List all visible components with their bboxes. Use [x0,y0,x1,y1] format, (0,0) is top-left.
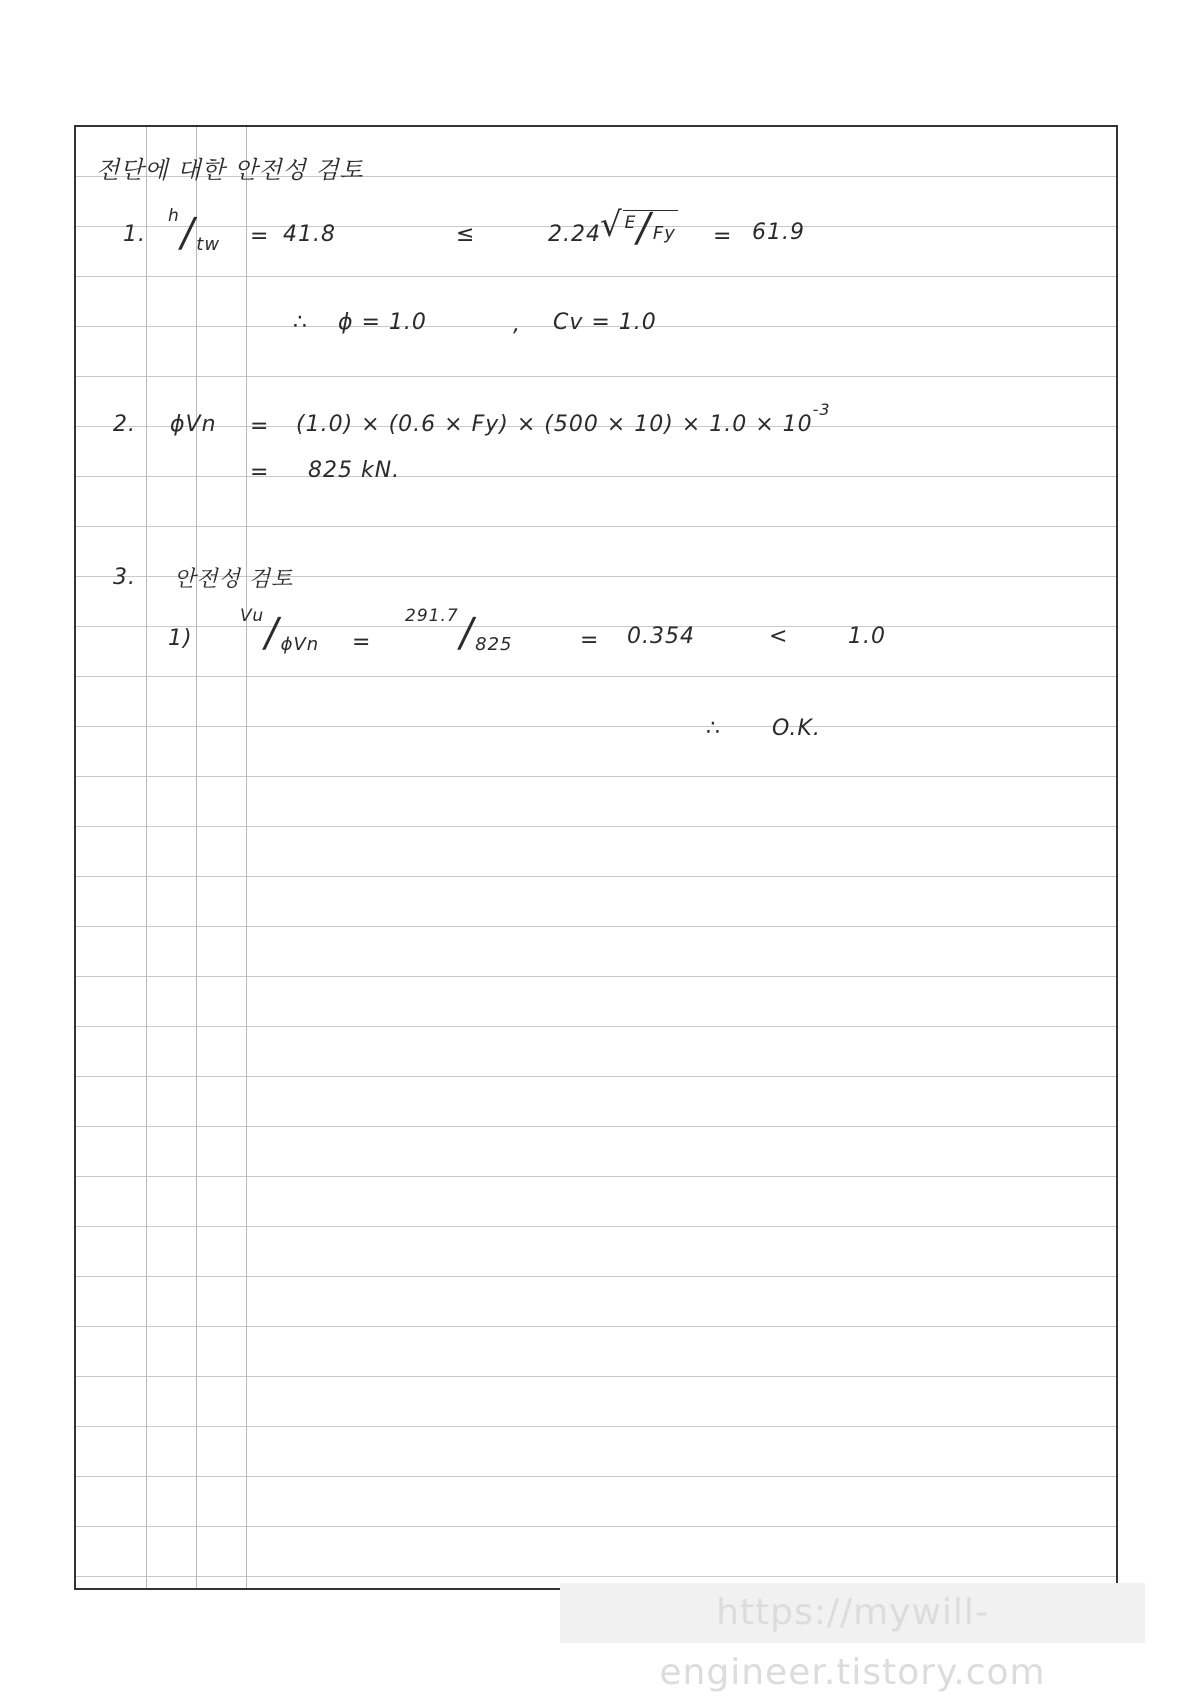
item3-value-numerator: 291.7 [405,606,459,626]
item1-phi: ϕ = 1.0 [338,310,427,335]
item3-ratio-value: 0.354 [627,624,695,649]
margin-line-1 [146,127,147,1588]
item1-rhs-numerator: E [624,213,637,233]
item1-rhs-value: 61.9 [752,220,805,245]
watermark-url: https://mywill-engineer.tistory.com [560,1583,1145,1643]
item1-equals-1: = [250,224,270,249]
item1-lhs-fraction: h / tw [168,206,221,256]
item3-title: 안전성 검토 [174,567,294,592]
item3-ratio-fraction: Vu / ϕVn [240,606,320,656]
item1-equals-2: = [713,224,733,249]
item3-ratio-numerator: Vu [240,606,265,626]
item1-therefore: ∴ [293,310,308,335]
item2-result: 825 kN. [308,458,401,483]
item1-rhs-sqrt: √ E / Fy [600,205,676,251]
page-heading: 전단에 대한 안전성 검토 [96,156,364,184]
item3-equals-2: = [580,628,600,653]
item3-value-denominator: 825 [475,634,513,655]
item1-cv: Cv = 1.0 [553,310,657,335]
margin-line-3 [246,127,247,1588]
item1-number: 1. [123,222,146,247]
item3-therefore: ∴ [706,716,721,741]
item2-number: 2. [113,412,136,437]
item1-rhs-denominator: Fy [652,223,676,244]
item2-expression-text: (1.0) × (0.6 × Fy) × (500 × 10) × 1.0 × 10 [296,412,813,437]
item2-exponent: -3 [812,400,831,419]
item1-lhs-denominator: tw [196,234,221,255]
item1-rhs-coeff: 2.24 [548,222,601,247]
item2-expression [296,400,831,437]
item1-relation: ≤ [456,222,476,247]
item2-equals-2: = [250,460,270,485]
item3-number: 3. [113,565,136,590]
item3-value-fraction: 291.7 / 825 [405,606,513,656]
item3-equals-1: = [352,630,372,655]
item2-lhs: ϕVn [170,412,217,437]
item3-limit: 1.0 [848,624,886,649]
item3-relation: < [769,624,789,649]
item3-verdict: O.K. [772,716,821,741]
item2-equals-1: = [250,414,270,439]
item1-comma: , [513,312,521,337]
item1-lhs-value: 41.8 [283,222,336,247]
ruled-sheet [74,125,1118,1590]
item3-ratio-denominator: ϕVn [280,634,320,655]
item3-sub-number: 1) [168,626,193,651]
item1-lhs-numerator: h [168,206,180,226]
margin-line-2 [196,127,197,1588]
